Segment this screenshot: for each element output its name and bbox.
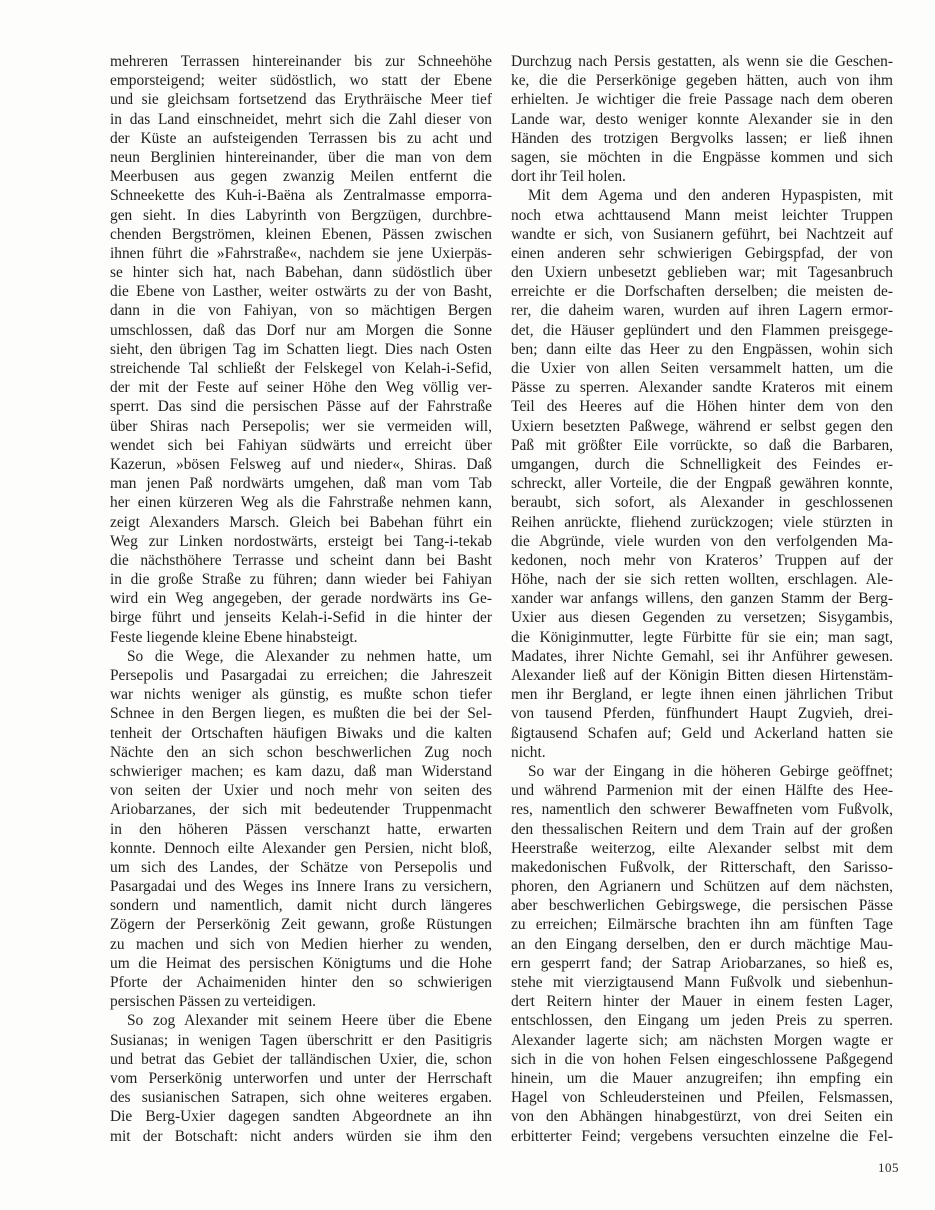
text-line: zeigt Alexanders Marsch. Gleich bei Babehan führt ein — [110, 513, 492, 531]
text-line: war nichts weniger als günstig, es mußte schon tiefer — [110, 686, 492, 704]
text-line: die Uxier von allen Seiten versammelt hatten, um die — [511, 360, 893, 377]
text-line: Feste liegende kleine Ebene hinabsteigt. — [110, 628, 358, 646]
text-line: Heerstraße weiterzog, eilte Alexander selbst mit dem — [511, 839, 893, 857]
text-line: beraubt, sich sofort, als Alexander in geschlossenen — [511, 494, 893, 512]
text-line: und betrat das Gebiet der talländischen Uxier, die, schon — [110, 1050, 492, 1068]
text-line: Schneekette des Kuh-i-Baëna als Zentralmasse emporra- — [110, 187, 492, 205]
text-line: Pässe zu sperren. Alexander sandte Krateros mit einem — [511, 379, 893, 397]
text-line: mehreren Terrassen hintereinander bis zur Schneehöhe — [110, 53, 492, 70]
text-line: Paß mit größter Eile vorrückte, so daß die Barbaren, — [511, 436, 893, 454]
text-line: wird ein Weg angegeben, der gerade nordwärts ins Ge- — [110, 590, 492, 608]
text-line: einen anderen sehr schwierigen Gebirgspfad, der von — [511, 244, 893, 262]
text-line: wandte er sich, von Susianern geführt, bei Nachtzeit auf — [511, 225, 893, 243]
text-line: dann in die von Fahiyan, von so mächtigen Bergen — [110, 302, 492, 320]
text-line: So die Wege, die Alexander zu nehmen hatte, um — [127, 647, 492, 665]
text-line: tenheit der Ortschaften häufigen Biwaks und die kalten — [110, 724, 492, 742]
text-line: rer, die daheim waren, wurden auf ihren Lagern ermor- — [511, 302, 893, 320]
text-line: So war der Eingang in die höheren Gebirge geöffnet; — [528, 762, 893, 780]
text-line: der mit der Feste auf seiner Höhe den Weg völlig ver- — [110, 379, 492, 397]
text-line: umschlossen, daß das Dorf nur am Morgen die Sonne — [110, 321, 492, 339]
text-line: gen sieht. In dies Labyrinth von Bergzügen, durchbre- — [110, 206, 492, 224]
text-line: entschlossen, den Eingang um jeden Preis zu sperren. — [511, 1012, 893, 1030]
text-line: den thessalischen Reitern und dem Train auf der großen — [511, 820, 893, 838]
text-line: um sich des Landes, der Schätze von Persepolis und — [110, 858, 492, 876]
text-line: in die große Straße zu führen; dann wieder bei Fahiyan — [110, 571, 492, 589]
text-line: birge führt und jenseits Kelah-i-Sefid in die hinter der — [110, 609, 492, 627]
text-line: schreckt, aller Vorteile, die der Engpaß gewähren konnte, — [511, 475, 893, 493]
text-line: mit der Botschaft: nicht anders würden sie ihm den — [110, 1127, 492, 1145]
text-line: Händen des trotzigen Bergvolks lassen; er ließ ihnen — [511, 129, 893, 147]
text-line: Mit dem Agema und den anderen Hypaspisten, mit — [528, 187, 893, 205]
text-line: wendet sich bei Fahiyan südwärts und erreicht über — [110, 436, 492, 454]
text-line: zu erreichen; Eilmärsche brachten ihn am fünften Tage — [511, 916, 893, 934]
text-line: die nächsthöhere Terrasse und scheint dann bei Basht — [110, 551, 492, 569]
text-line: die Ebene von Lasther, weiter ostwärts zu der von Basht, — [110, 283, 492, 301]
text-line: und sie gleichsam fortsetzend das Erythräische Meer tief — [110, 91, 492, 109]
text-line: sich in die von hohen Felsen eingeschlossene Paßgegend — [511, 1050, 893, 1068]
text-line: ßigtausend Schafen auf; Geld und Ackerland hatten sie — [511, 724, 893, 742]
text-line: ihnen führt die »Fahrstraße«, nachdem sie jene Uxierpäs- — [110, 244, 492, 262]
text-line: um die Heimat des persischen Königtums und die Hohe — [110, 954, 492, 972]
text-line: sondern und namentlich, damit nicht durch längeres — [110, 897, 492, 915]
text-line: res, namentlich den schwerer Bewaffneten vom Fußvolk, — [511, 801, 893, 819]
text-line: Uxier aus diesen Gegenden zu versetzen; Sisygambis, — [511, 609, 893, 627]
text-line: ben; dann eilte das Heer zu den Engpässen, wohin sich — [511, 340, 893, 358]
text-line: Pforte der Achaimeniden hinter den so schwierigen — [110, 974, 492, 991]
text-line: aber beschwerlichen Gebirgswege, die persischen Pässe — [511, 897, 893, 915]
text-line: sperrt. Das sind die persischen Pässe auf der Fahrstraße — [110, 398, 492, 416]
text-line: nicht. — [511, 743, 546, 761]
text-line: in den höheren Pässen verschanzt hatte, erwarten — [110, 820, 492, 838]
text-line: an den Eingang derselben, den er durch mächtige Mau- — [511, 935, 893, 953]
text-line: men ihr Bergland, er legte ihnen einen jährlichen Tribut — [511, 686, 893, 704]
text-line: zu machen und sich von Medien hierher zu wenden, — [110, 935, 492, 953]
text-line: Zögern der Perserkönig Zeit gewann, große Rüstungen — [110, 916, 492, 934]
text-line: von den Abhängen hinabgestürzt, von drei Seiten ein — [511, 1108, 893, 1126]
text-line: emporsteigend; weiter südöstlich, wo statt der Ebene — [110, 72, 492, 90]
text-line: Persepolis und Pasargadai zu erreichen; die Jahreszeit — [110, 667, 492, 684]
text-line: se hinter sich hat, nach Babehan, dann südöstlich über — [110, 264, 492, 282]
text-line: Ariobarzanes, der sich mit bedeutender Truppenmacht — [110, 801, 492, 819]
text-line: Höhe, nach der sie sich retten wollten, erschlagen. Ale- — [511, 571, 893, 589]
text-line: So zog Alexander mit seinem Heere über die Ebene — [127, 1012, 492, 1030]
text-line: Meerbusen aus gegen zwanzig Meilen entfernt die — [110, 168, 492, 186]
text-line: makedonischen Fußvolk, der Ritterschaft, den Sarisso- — [511, 858, 893, 876]
text-line: xander war anfangs willens, den ganzen Stamm der Berg- — [511, 590, 893, 608]
text-line: Alexander ließ auf der Königin Bitten diesen Hirtenstäm- — [511, 667, 893, 684]
text-line: der Küste an aufsteigenden Terrassen bis zu acht und — [110, 129, 492, 147]
text-line: det, die Häuser geplündert und den Flammen preisgege- — [511, 321, 893, 339]
text-line: Kazerun, »bösen Felsweg auf und nieder«, Shiras. Daß — [110, 455, 492, 473]
text-line: dort ihr Teil holen. — [511, 168, 626, 186]
text-line: Alexander lagerte sich; am nächsten Morgen wagte er — [511, 1031, 893, 1049]
text-line: stehe mit vierzigtausend Mann Fußvolk und siebenhun- — [511, 974, 893, 991]
text-line: den Uxiern unbesetzt geblieben war; mit Tagesanbruch — [511, 264, 893, 282]
text-line: erbitterter Feind; vergebens versuchten einzelne die Fel- — [511, 1127, 893, 1145]
text-column-left — [110, 52, 492, 1146]
text-line: über Shiras nach Persepolis; wer sie vermeiden will, — [110, 417, 492, 435]
text-line: des susianischen Satrapen, sich ohne weiteres ergaben. — [110, 1089, 492, 1107]
text-line: und während Parmenion mit der einen Hälfte des Hee- — [511, 782, 893, 800]
text-line: sieht, den übrigen Tag im Schatten liegt. Dies nach Osten — [110, 340, 492, 358]
text-line: erreichte er die Dorfschaften derselben; die meisten de- — [511, 283, 893, 301]
text-line: Reihen anrückte, fliehend zurückzogen; viele stürzten in — [511, 513, 893, 531]
text-line: schwieriger machen; es kam dazu, daß man Widerstand — [110, 762, 492, 780]
text-line: Susianas; in wenigen Tagen überschritt er den Pasitigris — [110, 1031, 492, 1049]
text-column-right — [511, 52, 893, 1146]
text-line: ke, die die Perserkönige gegeben hätten, auch von ihm — [511, 72, 893, 90]
two-column-text — [110, 52, 893, 1146]
text-line: erhielten. Je wichtiger die freie Passage nach dem oberen — [511, 91, 893, 109]
text-line: Madates, ihrer Nichte Gemahl, sei ihr Anführer gewesen. — [511, 647, 893, 665]
text-line: neun Berglinien hintereinander, über die man von dem — [110, 148, 492, 166]
text-line: von seiten der Uxier und noch mehr von seiten des — [110, 782, 492, 800]
text-line: streichende Tal schließt der Felskegel von Kelah-i-Sefid, — [110, 360, 492, 377]
text-line: konnte. Dennoch eilte Alexander gen Persien, nicht bloß, — [110, 839, 492, 857]
text-line: die Königinmutter, legte Fürbitte für sie ein; man sagt, — [511, 628, 893, 646]
page-number: 105 — [878, 1160, 899, 1175]
text-line: Pasargadai und des Weges ins Innere Irans zu versichern, — [110, 878, 492, 896]
text-line: in das Land einschneidet, mehrt sich die Zahl dieser von — [110, 110, 492, 128]
text-line: Hagel von Schleudersteinen und Pfeilen, Felsmassen, — [511, 1089, 893, 1107]
text-line: man jenen Paß nordwärts umgehen, daß man vom Tab — [110, 475, 492, 493]
text-line: Lande war, desto weniger konnte Alexander sie in den — [511, 110, 893, 128]
text-line: sagen, sie möchten in die Engpässe kommen und sich — [511, 148, 893, 166]
text-line: vom Perserkönig unterworfen und unter der Herrschaft — [110, 1069, 492, 1087]
text-line: dert Reitern hinter der Mauer in einem festen Lager, — [511, 993, 893, 1011]
text-line: Schnee in den Bergen liegen, es mußten die bei der Sel- — [110, 705, 492, 723]
text-line: ern gesperrt fand; der Satrap Ariobarzanes, so hieß es, — [511, 954, 893, 972]
text-line: von tausend Pferden, fünfhundert Haupt Zugvieh, drei- — [511, 705, 893, 723]
text-line: Weg zur Linken nordostwärts, ersteigt bei Tang-i-tekab — [110, 532, 492, 550]
text-line: umgangen, durch die Schnelligkeit des Feindes er- — [511, 455, 893, 473]
text-line: phoren, den Agrianern und Schützen auf dem nächsten, — [511, 878, 893, 896]
text-line: her einen kürzeren Weg als die Fahrstraße nehmen kann, — [110, 494, 492, 512]
text-line: Nächte den an sich schon beschwerlichen Zug noch — [110, 743, 492, 761]
text-line: Uxiern besetzten Paßwege, während er selbst gegen den — [511, 417, 893, 435]
text-line: die Abgründe, viele wurden von den verfolgenden Ma- — [511, 532, 893, 550]
text-line: chenden Bergströmen, kleinen Ebenen, Pässen zwischen — [110, 225, 492, 243]
text-line: Teil des Heeres auf die Höhen hinter dem von den — [511, 398, 893, 416]
text-line: noch etwa achttausend Mann meist leichter Truppen — [511, 206, 893, 224]
text-line: persischen Pässen zu verteidigen. — [110, 993, 317, 1011]
text-line: Durchzug nach Persis gestatten, als wenn sie die Geschen- — [511, 53, 893, 70]
text-line: hinein, um die Mauer anzugreifen; ihn empfing ein — [511, 1069, 893, 1087]
text-line: Die Berg-Uxier dagegen sandten Abgeordnete an ihn — [110, 1108, 492, 1126]
text-line: kedonen, noch mehr von Krateros’ Truppen auf der — [511, 551, 893, 569]
